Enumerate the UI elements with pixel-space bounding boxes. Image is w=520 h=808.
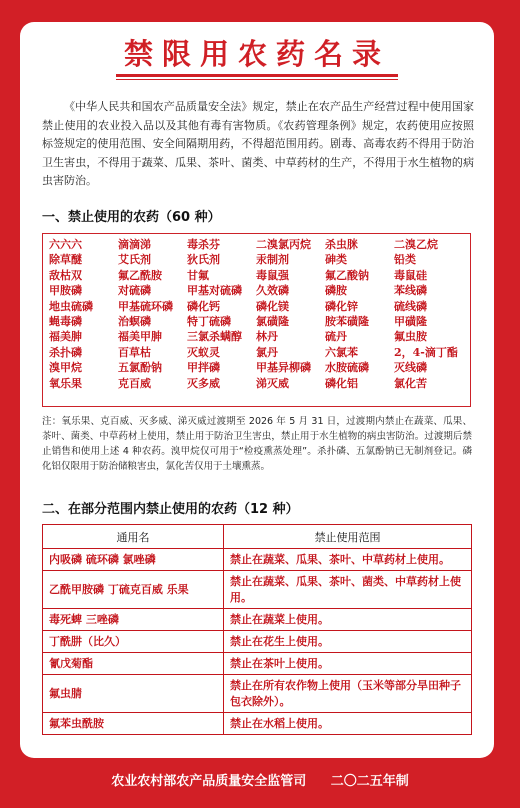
restricted-table	[42, 524, 472, 735]
footer	[0, 770, 520, 789]
banned-item: 敌枯双	[49, 268, 82, 282]
section2-heading: 二、在部分范围内禁止使用的农药（12 种）	[42, 502, 299, 517]
banned-item: 二溴乙烷	[394, 238, 438, 251]
banned-item: 林丹	[256, 330, 278, 344]
banned-item: 胺苯磺隆	[325, 314, 369, 328]
banned-item: 灭线磷	[394, 361, 427, 375]
banned-item: 甲基对硫磷	[187, 284, 242, 298]
title-underline	[116, 74, 398, 77]
banned-item: 百草枯	[118, 345, 151, 359]
banned-item: 硫丹	[325, 330, 347, 344]
page-title: 禁限用农药名录	[123, 37, 390, 71]
table-row	[43, 713, 472, 735]
header-name: 通用名	[43, 525, 224, 549]
banned-item: 杀虫脒	[325, 238, 358, 251]
table-header-row	[43, 525, 472, 549]
section1-heading: 一、禁止使用的农药（60 种）	[42, 210, 221, 225]
table-row	[43, 609, 472, 631]
banned-item: 六氯苯	[325, 345, 358, 359]
prohibited-scope: 禁止在蔬菜、瓜果、茶叶、菌类、中草药材上使用。	[224, 571, 472, 609]
banned-item: 苯线磷	[394, 284, 427, 298]
banned-item: 汞制剂	[256, 253, 289, 267]
prohibited-scope: 禁止在花生上使用。	[224, 631, 472, 653]
banned-item: 溴甲烷	[49, 361, 82, 375]
pesticide-name: 内吸磷 硫环磷 氯唑磷	[43, 549, 224, 571]
banned-item: 水胺硫磷	[325, 361, 369, 375]
banned-item: 磷化钙	[187, 299, 220, 313]
banned-item: 久效磷	[256, 284, 289, 298]
pesticide-name: 氰戊菊酯	[43, 653, 224, 675]
banned-item: 砷类	[325, 253, 347, 267]
banned-item: 地虫硫磷	[49, 299, 93, 313]
table-row	[43, 675, 472, 713]
table-row	[43, 631, 472, 653]
banned-item: 磷化铝	[325, 376, 358, 390]
banned-item: 特丁硫磷	[187, 314, 231, 328]
banned-item: 甲磺隆	[394, 314, 427, 328]
banned-item: 毒鼠硅	[394, 268, 427, 282]
table-body	[43, 549, 472, 735]
banned-item: 氧乐果	[49, 376, 82, 390]
banned-item: 甲基异柳磷	[256, 361, 311, 375]
banned-item: 磷化锌	[325, 299, 358, 313]
banned-item: 六六六	[49, 238, 82, 251]
banned-item: 磷化镁	[256, 299, 289, 313]
pesticide-name: 氟苯虫酰胺	[43, 713, 224, 735]
title-underline-thin	[116, 79, 398, 80]
table-row	[43, 549, 472, 571]
section1-note: 注：氧乐果、克百威、灭多威、涕灭威过渡期至 2026 年 5 月 31 日，过渡期内禁止在蔬菜、瓜果、茶叶、菌类、中草药材上使用，禁止用于防治卫生害虫，禁止用于水生植物的病虫害防治。过渡期后禁止销售和使用上述 4 种农药。溴甲烷仅可用于“检疫熏蒸处理”。杀扑磷、五氯酚钠已无制剂登记。磷化铝仅限用于防治储粮害虫，氯化苦仅用于土壤熏蒸。	[42, 416, 472, 472]
banned-item: 甲胺磷	[49, 284, 82, 298]
banned-item: 氯磺隆	[256, 314, 289, 328]
footer-org: 农业农村部农产品质量安全监管司	[111, 774, 307, 789]
banned-item: 硫线磷	[394, 299, 427, 313]
banned-item: 滴滴涕	[118, 238, 151, 251]
pesticide-name: 毒死蜱 三唑磷	[43, 609, 224, 631]
banned-item: 狄氏剂	[187, 253, 220, 267]
banned-item: 甲拌磷	[187, 361, 220, 375]
footer-date: 二〇二五年制	[330, 774, 409, 789]
banned-list	[49, 237, 470, 391]
banned-item: 2，4-滴丁酯	[394, 345, 458, 359]
banned-item: 甲基硫环磷	[118, 299, 173, 313]
banned-item: 治螟磷	[118, 314, 151, 328]
banned-item: 灭多威	[187, 376, 220, 390]
prohibited-scope: 禁止在茶叶上使用。	[224, 653, 472, 675]
table-row	[43, 571, 472, 609]
banned-item: 克百威	[118, 376, 151, 390]
banned-item: 杀扑磷	[49, 345, 82, 359]
pesticide-name: 丁酰肼（比久）	[43, 631, 224, 653]
banned-item: 蝇毒磷	[49, 314, 82, 328]
banned-item: 灭蚁灵	[187, 345, 220, 359]
banned-item: 氟乙酸钠	[325, 268, 369, 282]
prohibited-scope: 禁止在所有农作物上使用（玉米等部分旱田种子包衣除外）。	[224, 675, 472, 713]
banned-item: 对硫磷	[118, 284, 151, 298]
banned-item: 氟乙酰胺	[118, 268, 162, 282]
banned-item: 二溴氯丙烷	[256, 238, 311, 251]
banned-item: 除草醚	[49, 253, 82, 267]
intro-paragraph: 《中华人民共和国农产品质量安全法》规定，禁止在农产品生产经营过程中使用国家禁止使用的农业投入品以及其他有毒有害物质。《农药管理条例》规定，农药使用应按照标签规定的使用范围、安全间隔期用药，不得超范围用药。剧毒、高毒农药不得用于防治卫生害虫，不得用于蔬菜、瓜果、茶叶、菌类、中草药材的生产，不得用于水生植物的病虫害防治。	[42, 100, 474, 187]
banned-item: 氯化苦	[394, 376, 427, 390]
banned-item: 磷胺	[325, 284, 347, 298]
prohibited-scope: 禁止在蔬菜、瓜果、茶叶、中草药材上使用。	[224, 549, 472, 571]
header-scope: 禁止使用范围	[224, 525, 472, 549]
banned-item: 毒鼠强	[256, 268, 289, 282]
banned-item: 氯丹	[256, 345, 278, 359]
banned-item: 毒杀芬	[187, 238, 220, 251]
pesticide-name: 乙酰甲胺磷 丁硫克百威 乐果	[43, 571, 224, 609]
pesticide-name: 氟虫腈	[43, 675, 224, 713]
banned-item: 氟虫胺	[394, 330, 427, 344]
banned-item: 铅类	[394, 253, 416, 267]
content-card	[20, 22, 494, 758]
banned-list-box	[42, 233, 471, 407]
banned-item: 福美甲胂	[118, 330, 162, 344]
banned-item: 五氯酚钠	[118, 361, 162, 375]
banned-item: 艾氏剂	[118, 253, 151, 267]
prohibited-scope: 禁止在水稻上使用。	[224, 713, 472, 735]
prohibited-scope: 禁止在蔬菜上使用。	[224, 609, 472, 631]
banned-item: 涕灭威	[256, 376, 289, 390]
banned-item: 福美胂	[49, 330, 82, 344]
table-row	[43, 653, 472, 675]
banned-item: 三氯杀螨醇	[187, 330, 242, 344]
banned-item: 甘氟	[187, 268, 209, 282]
